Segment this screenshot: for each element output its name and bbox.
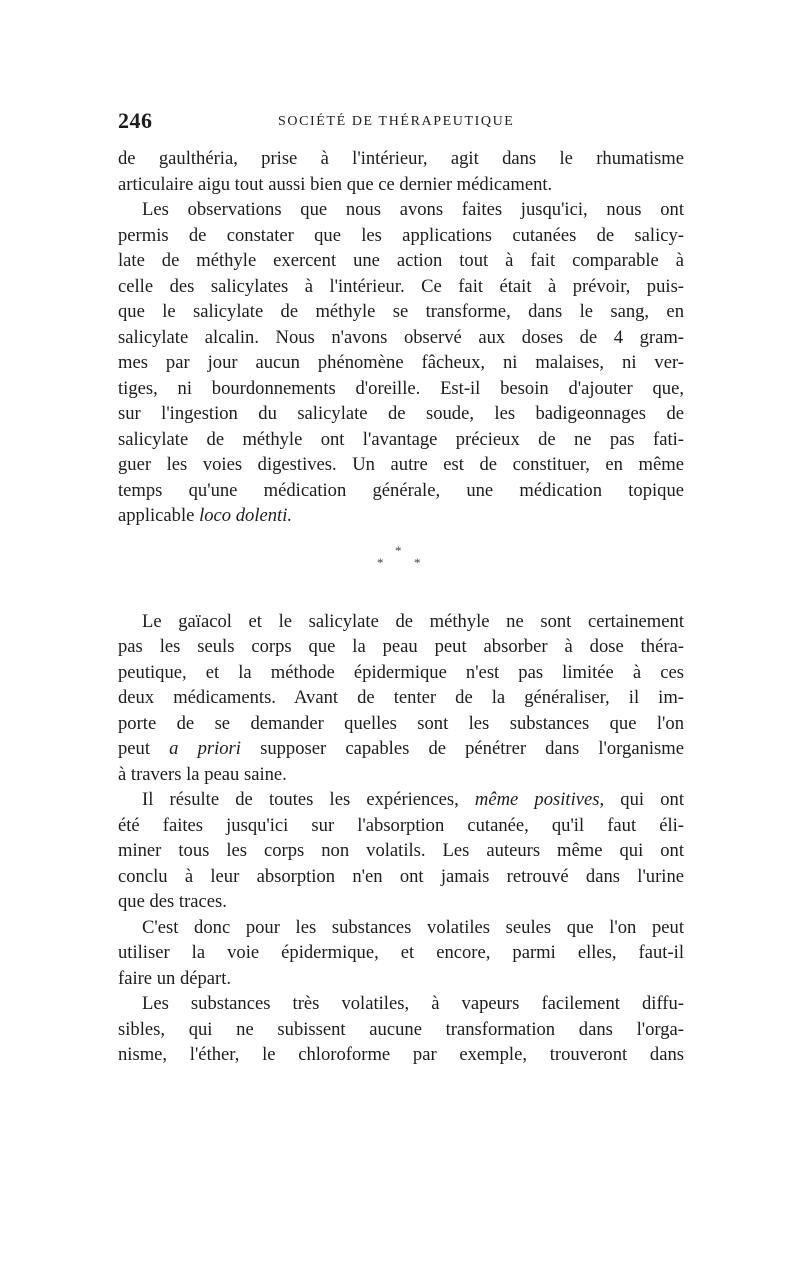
text-line: Le gaïacol et le salicylate de méthyle ne sont certainement bbox=[142, 610, 684, 632]
paragraph-gaiacol bbox=[118, 609, 684, 788]
text-line: Les substances très volatiles, à vapeurs facilement diffu- bbox=[142, 993, 684, 1014]
italic-text: même positives bbox=[474, 789, 600, 810]
text-line: articulaire aigu tout aussi bien que ce dernier médicament. bbox=[118, 173, 553, 195]
text-line: peutique, et la méthode épidermique n'est pas limitée à ces bbox=[118, 661, 684, 683]
text-line: Les observations que nous avons faites jusqu'ici, nous ont bbox=[142, 199, 684, 220]
text-line: temps qu'une médication générale, une médication topique bbox=[118, 479, 684, 501]
text-run: supposer capables de pénétrer dans l'organisme bbox=[240, 738, 684, 759]
text-line: de gaulthéria, prise à l'intérieur, agit dans le rhumatisme bbox=[118, 148, 684, 169]
asterisk-glyph: * bbox=[414, 554, 421, 570]
book-page bbox=[118, 108, 684, 1068]
text-line: miner tous les corps non volatils. Les auteurs même qui ont bbox=[118, 840, 684, 861]
text-line: late de méthyle exercent une action tout à fait comparable à bbox=[118, 250, 684, 271]
text-line: permis de constater que les applications cutanées de salicy- bbox=[118, 224, 684, 246]
text-run: , qui ont bbox=[599, 789, 684, 810]
paragraph-experiences bbox=[118, 787, 684, 915]
text-line: utiliser la voie épidermique, et encore, parmi elles, faut-il bbox=[118, 942, 684, 963]
text-run: applicable bbox=[118, 505, 200, 526]
text-line: à travers la peau saine. bbox=[118, 763, 287, 785]
text-line: sibles, qui ne subissent aucune transformation dans l'orga- bbox=[118, 1018, 684, 1040]
text-line: sur l'ingestion du salicylate de soude, les badigeonnages de bbox=[118, 403, 684, 424]
text-line: que des traces. bbox=[118, 891, 227, 912]
text-line: porte de se demander quelles sont les substances que l'on bbox=[118, 712, 684, 734]
asterism-divider bbox=[118, 535, 684, 585]
paragraph-observations bbox=[118, 197, 684, 529]
text-line: nisme, l'éther, le chloroforme par exemple, trouveront dans bbox=[118, 1044, 684, 1065]
text-line: mes par jour aucun phénomène fâcheux, ni malaises, ni ver- bbox=[118, 352, 684, 373]
text-line: salicylate alcalin. Nous n'avons observé aux doses de 4 gram- bbox=[118, 326, 684, 348]
paragraph-volatiles bbox=[118, 915, 684, 992]
text-line: deux médicaments. Avant de tenter de la généraliser, il im- bbox=[118, 687, 684, 708]
paragraph-substances bbox=[118, 991, 684, 1068]
text-line: conclu à leur absorption n'en ont jamais retrouvé dans l'urine bbox=[118, 865, 684, 887]
text-line bbox=[118, 787, 684, 813]
text-line bbox=[118, 503, 684, 529]
text-line: été faites jusqu'ici sur l'absorption cutanée, qu'il faut éli- bbox=[118, 814, 684, 836]
text-line: faire un départ. bbox=[118, 967, 232, 989]
text-line bbox=[118, 736, 684, 762]
text-line: que le salicylate de méthyle se transforme, dans le sang, en bbox=[118, 301, 684, 322]
italic-text: loco dolenti. bbox=[199, 505, 293, 526]
running-head bbox=[118, 108, 684, 142]
text-line: tiges, ni bourdonnements d'oreille. Est-il besoin d'ajouter que, bbox=[118, 377, 684, 399]
asterisk-glyph: * bbox=[395, 542, 402, 558]
text-line: pas les seuls corps que la peau peut absorber à dose théra- bbox=[118, 636, 684, 657]
text-line: C'est donc pour les substances volatiles seules que l'on peut bbox=[142, 916, 684, 938]
text-line: guer les voies digestives. Un autre est de constituer, en même bbox=[118, 454, 684, 475]
running-title: SOCIÉTÉ DE THÉRAPEUTIQUE bbox=[278, 114, 515, 129]
text-line: celle des salicylates à l'intérieur. Ce fait était à prévoir, puis- bbox=[118, 275, 684, 297]
asterisk-glyph: * bbox=[377, 554, 384, 570]
text-run: peut bbox=[118, 738, 170, 759]
page-number: 246 bbox=[118, 108, 153, 133]
paragraph-continuation bbox=[118, 146, 684, 197]
text-run: Il résulte de toutes les expériences, bbox=[142, 789, 475, 810]
text-line: salicylate de méthyle ont l'avantage précieux de ne pas fati- bbox=[118, 428, 684, 450]
italic-text: a priori bbox=[169, 738, 241, 759]
